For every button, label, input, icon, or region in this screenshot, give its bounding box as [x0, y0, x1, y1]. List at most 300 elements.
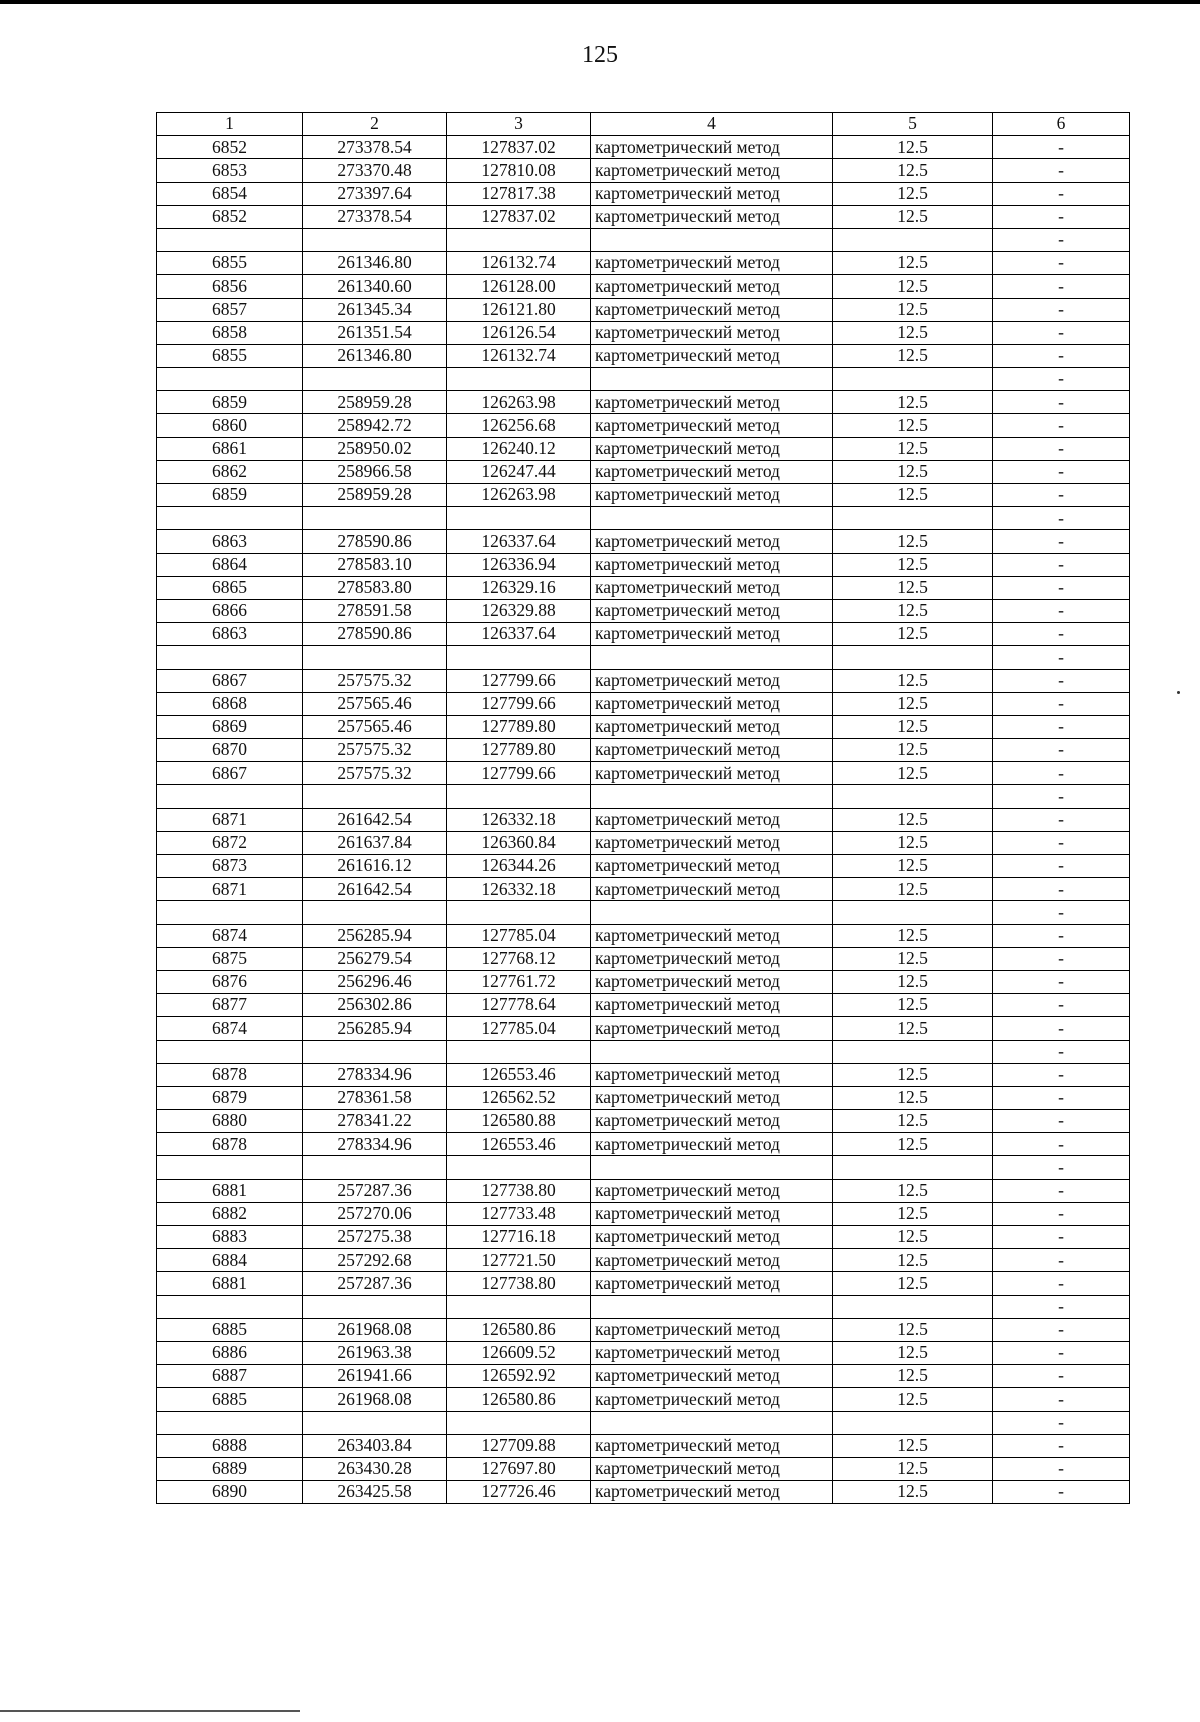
cell-x-coordinate: [303, 1040, 447, 1063]
table-row: [157, 994, 1130, 1017]
cell-method: картометрический метод: [591, 1341, 833, 1364]
cell-x-coordinate: [303, 228, 447, 251]
cell-accuracy: 12.5: [833, 391, 993, 414]
cell-method: картометрический метод: [591, 1063, 833, 1086]
cell-y-coordinate: 127837.02: [447, 136, 591, 159]
table-row: [157, 1318, 1130, 1341]
cell-point-number: 6862: [157, 460, 303, 483]
cell-x-coordinate: 261642.54: [303, 878, 447, 901]
cell-y-coordinate: 126329.16: [447, 576, 591, 599]
cell-note: -: [993, 391, 1130, 414]
cell-method: картометрический метод: [591, 924, 833, 947]
cell-method: картометрический метод: [591, 599, 833, 622]
header-col-3: 3: [447, 113, 591, 136]
cell-note: -: [993, 1202, 1130, 1225]
cell-x-coordinate: 256302.86: [303, 994, 447, 1017]
cell-note: -: [993, 275, 1130, 298]
cell-point-number: 6887: [157, 1365, 303, 1388]
cell-accuracy: 12.5: [833, 1249, 993, 1272]
cell-accuracy: 12.5: [833, 1179, 993, 1202]
cell-y-coordinate: 126240.12: [447, 437, 591, 460]
cell-y-coordinate: 127726.46: [447, 1481, 591, 1504]
cell-y-coordinate: 126592.92: [447, 1365, 591, 1388]
cell-note: -: [993, 646, 1130, 669]
cell-x-coordinate: 258950.02: [303, 437, 447, 460]
cell-y-coordinate: 126553.46: [447, 1063, 591, 1086]
cell-note: -: [993, 1411, 1130, 1434]
table-row: [157, 924, 1130, 947]
cell-y-coordinate: 126121.80: [447, 298, 591, 321]
cell-x-coordinate: 257565.46: [303, 715, 447, 738]
cell-x-coordinate: 258942.72: [303, 414, 447, 437]
cell-point-number: [157, 1040, 303, 1063]
cell-note: -: [993, 205, 1130, 228]
cell-method: картометрический метод: [591, 855, 833, 878]
cell-y-coordinate: 127817.38: [447, 182, 591, 205]
table-row: [157, 252, 1130, 275]
cell-y-coordinate: [447, 646, 591, 669]
cell-method: картометрический метод: [591, 1086, 833, 1109]
cell-note: -: [993, 460, 1130, 483]
table-row: [157, 182, 1130, 205]
cell-y-coordinate: [447, 1156, 591, 1179]
cell-x-coordinate: 257287.36: [303, 1272, 447, 1295]
cell-accuracy: 12.5: [833, 669, 993, 692]
cell-note: -: [993, 1226, 1130, 1249]
table-row: [157, 855, 1130, 878]
cell-y-coordinate: 126344.26: [447, 855, 591, 878]
cell-accuracy: 12.5: [833, 762, 993, 785]
cell-accuracy: 12.5: [833, 692, 993, 715]
cell-point-number: 6884: [157, 1249, 303, 1272]
table-row: [157, 1365, 1130, 1388]
cell-point-number: 6876: [157, 970, 303, 993]
cell-note: -: [993, 344, 1130, 367]
cell-x-coordinate: 273378.54: [303, 205, 447, 228]
cell-point-number: 6871: [157, 808, 303, 831]
cell-x-coordinate: 261616.12: [303, 855, 447, 878]
cell-accuracy: 12.5: [833, 576, 993, 599]
cell-x-coordinate: 263425.58: [303, 1481, 447, 1504]
cell-y-coordinate: 127799.66: [447, 669, 591, 692]
cell-accuracy: 12.5: [833, 1434, 993, 1457]
cell-note: -: [993, 1434, 1130, 1457]
cell-accuracy: 12.5: [833, 1481, 993, 1504]
cell-point-number: [157, 646, 303, 669]
cell-point-number: 6855: [157, 252, 303, 275]
cell-point-number: 6861: [157, 437, 303, 460]
cell-point-number: 6860: [157, 414, 303, 437]
cell-y-coordinate: 126332.18: [447, 878, 591, 901]
cell-method: картометрический метод: [591, 530, 833, 553]
cell-x-coordinate: [303, 646, 447, 669]
cell-accuracy: 12.5: [833, 553, 993, 576]
table-row: [157, 460, 1130, 483]
cell-x-coordinate: 257275.38: [303, 1226, 447, 1249]
cell-point-number: 6881: [157, 1272, 303, 1295]
cell-method: картометрический метод: [591, 1365, 833, 1388]
cell-accuracy: 12.5: [833, 855, 993, 878]
cell-note: -: [993, 1156, 1130, 1179]
cell-point-number: 6883: [157, 1226, 303, 1249]
page-number: 125: [582, 42, 618, 68]
cell-point-number: [157, 785, 303, 808]
cell-x-coordinate: 261346.80: [303, 344, 447, 367]
cell-x-coordinate: 256296.46: [303, 970, 447, 993]
cell-method: картометрический метод: [591, 715, 833, 738]
header-col-5: 5: [833, 113, 993, 136]
cell-point-number: 6853: [157, 159, 303, 182]
cell-point-number: 6863: [157, 623, 303, 646]
table-row: [157, 1388, 1130, 1411]
cell-note: -: [993, 970, 1130, 993]
cell-x-coordinate: 261637.84: [303, 831, 447, 854]
cell-x-coordinate: 273370.48: [303, 159, 447, 182]
cell-point-number: [157, 1411, 303, 1434]
cell-accuracy: 12.5: [833, 1017, 993, 1040]
cell-accuracy: 12.5: [833, 924, 993, 947]
cell-note: -: [993, 785, 1130, 808]
cell-method: картометрический метод: [591, 994, 833, 1017]
cell-point-number: 6873: [157, 855, 303, 878]
table-row: [157, 321, 1130, 344]
cell-method: картометрический метод: [591, 460, 833, 483]
cell-x-coordinate: [303, 1156, 447, 1179]
cell-y-coordinate: 126336.94: [447, 553, 591, 576]
cell-x-coordinate: 261340.60: [303, 275, 447, 298]
cell-accuracy: [833, 1156, 993, 1179]
cell-y-coordinate: 126337.64: [447, 530, 591, 553]
cell-method: [591, 1295, 833, 1318]
cell-accuracy: 12.5: [833, 275, 993, 298]
cell-point-number: 6870: [157, 739, 303, 762]
cell-y-coordinate: 126263.98: [447, 391, 591, 414]
cell-accuracy: 12.5: [833, 1110, 993, 1133]
cell-point-number: [157, 507, 303, 530]
cell-method: картометрический метод: [591, 831, 833, 854]
cell-y-coordinate: 126128.00: [447, 275, 591, 298]
cell-method: картометрический метод: [591, 576, 833, 599]
cell-y-coordinate: 126609.52: [447, 1341, 591, 1364]
cell-x-coordinate: 261941.66: [303, 1365, 447, 1388]
cell-note: -: [993, 1249, 1130, 1272]
cell-point-number: 6852: [157, 136, 303, 159]
cell-point-number: 6872: [157, 831, 303, 854]
cell-y-coordinate: 127785.04: [447, 924, 591, 947]
cell-accuracy: 12.5: [833, 715, 993, 738]
cell-note: -: [993, 1040, 1130, 1063]
cell-note: -: [993, 1272, 1130, 1295]
cell-y-coordinate: 126580.88: [447, 1110, 591, 1133]
cell-x-coordinate: [303, 1411, 447, 1434]
cell-point-number: 6879: [157, 1086, 303, 1109]
cell-note: -: [993, 1063, 1130, 1086]
table-row: [157, 878, 1130, 901]
cell-accuracy: [833, 901, 993, 924]
cell-y-coordinate: [447, 368, 591, 391]
cell-accuracy: 12.5: [833, 182, 993, 205]
cell-note: -: [993, 182, 1130, 205]
cell-point-number: 6886: [157, 1341, 303, 1364]
cell-y-coordinate: 127778.64: [447, 994, 591, 1017]
cell-point-number: 6878: [157, 1133, 303, 1156]
cell-y-coordinate: 126337.64: [447, 623, 591, 646]
cell-note: -: [993, 437, 1130, 460]
cell-point-number: 6856: [157, 275, 303, 298]
cell-point-number: 6874: [157, 1017, 303, 1040]
cell-accuracy: 12.5: [833, 878, 993, 901]
cell-x-coordinate: 278334.96: [303, 1133, 447, 1156]
cell-note: -: [993, 1086, 1130, 1109]
cell-point-number: 6868: [157, 692, 303, 715]
cell-note: -: [993, 669, 1130, 692]
cell-method: картометрический метод: [591, 1249, 833, 1272]
cell-y-coordinate: 127789.80: [447, 715, 591, 738]
cell-x-coordinate: 256285.94: [303, 924, 447, 947]
cell-point-number: 6890: [157, 1481, 303, 1504]
cell-x-coordinate: 258959.28: [303, 484, 447, 507]
cell-note: -: [993, 715, 1130, 738]
bottom-rule: [0, 1710, 300, 1712]
cell-method: [591, 901, 833, 924]
table-row: [157, 739, 1130, 762]
cell-x-coordinate: [303, 785, 447, 808]
cell-x-coordinate: 278583.10: [303, 553, 447, 576]
cell-note: -: [993, 994, 1130, 1017]
cell-accuracy: 12.5: [833, 437, 993, 460]
cell-x-coordinate: 263430.28: [303, 1457, 447, 1480]
cell-note: -: [993, 414, 1130, 437]
cell-accuracy: 12.5: [833, 1272, 993, 1295]
cell-note: -: [993, 1017, 1130, 1040]
cell-y-coordinate: 127733.48: [447, 1202, 591, 1225]
cell-x-coordinate: 261963.38: [303, 1341, 447, 1364]
table-row: [157, 159, 1130, 182]
table-row: [157, 553, 1130, 576]
cell-accuracy: 12.5: [833, 1063, 993, 1086]
cell-x-coordinate: 257270.06: [303, 1202, 447, 1225]
cell-note: -: [993, 1341, 1130, 1364]
cell-method: [591, 507, 833, 530]
cell-note: -: [993, 507, 1130, 530]
cell-method: картометрический метод: [591, 1434, 833, 1457]
cell-point-number: 6857: [157, 298, 303, 321]
cell-accuracy: [833, 785, 993, 808]
cell-accuracy: 12.5: [833, 414, 993, 437]
cell-x-coordinate: 257575.32: [303, 762, 447, 785]
cell-y-coordinate: [447, 507, 591, 530]
cell-y-coordinate: 127721.50: [447, 1249, 591, 1272]
cell-x-coordinate: 257565.46: [303, 692, 447, 715]
cell-accuracy: 12.5: [833, 1226, 993, 1249]
table-row: [157, 1156, 1130, 1179]
table-row: [157, 785, 1130, 808]
cell-x-coordinate: 278341.22: [303, 1110, 447, 1133]
cell-accuracy: 12.5: [833, 739, 993, 762]
cell-x-coordinate: 278361.58: [303, 1086, 447, 1109]
cell-note: -: [993, 924, 1130, 947]
cell-x-coordinate: 278590.86: [303, 530, 447, 553]
cell-point-number: 6858: [157, 321, 303, 344]
cell-x-coordinate: 273397.64: [303, 182, 447, 205]
cell-note: -: [993, 878, 1130, 901]
cell-y-coordinate: 126580.86: [447, 1388, 591, 1411]
header-col-6: 6: [993, 113, 1130, 136]
table-row: [157, 1179, 1130, 1202]
cell-x-coordinate: 261346.80: [303, 252, 447, 275]
cell-method: картометрический метод: [591, 669, 833, 692]
cell-method: картометрический метод: [591, 692, 833, 715]
cell-note: -: [993, 553, 1130, 576]
cell-x-coordinate: 256279.54: [303, 947, 447, 970]
cell-point-number: [157, 228, 303, 251]
cell-y-coordinate: 126126.54: [447, 321, 591, 344]
cell-point-number: 6865: [157, 576, 303, 599]
cell-point-number: 6859: [157, 391, 303, 414]
cell-x-coordinate: 257287.36: [303, 1179, 447, 1202]
cell-method: [591, 646, 833, 669]
table-header: [157, 113, 1130, 136]
cell-point-number: 6866: [157, 599, 303, 622]
table-row: [157, 576, 1130, 599]
cell-method: картометрический метод: [591, 762, 833, 785]
table-row: [157, 831, 1130, 854]
cell-accuracy: 12.5: [833, 298, 993, 321]
cell-point-number: [157, 1295, 303, 1318]
cell-x-coordinate: [303, 901, 447, 924]
cell-method: картометрический метод: [591, 947, 833, 970]
table-row: [157, 1202, 1130, 1225]
cell-point-number: 6881: [157, 1179, 303, 1202]
table-row: [157, 1017, 1130, 1040]
cell-point-number: 6863: [157, 530, 303, 553]
cell-method: картометрический метод: [591, 414, 833, 437]
table-row: [157, 970, 1130, 993]
cell-note: -: [993, 808, 1130, 831]
cell-method: картометрический метод: [591, 1110, 833, 1133]
table-row: [157, 1295, 1130, 1318]
cell-method: [591, 1411, 833, 1434]
cell-x-coordinate: 261642.54: [303, 808, 447, 831]
cell-note: -: [993, 1110, 1130, 1133]
cell-y-coordinate: 126247.44: [447, 460, 591, 483]
cell-accuracy: 12.5: [833, 1388, 993, 1411]
cell-method: картометрический метод: [591, 739, 833, 762]
cell-method: [591, 1040, 833, 1063]
cell-point-number: 6871: [157, 878, 303, 901]
table-row: [157, 530, 1130, 553]
cell-accuracy: 12.5: [833, 808, 993, 831]
cell-method: картометрический метод: [591, 391, 833, 414]
cell-x-coordinate: 261351.54: [303, 321, 447, 344]
cell-point-number: 6882: [157, 1202, 303, 1225]
cell-x-coordinate: 256285.94: [303, 1017, 447, 1040]
cell-accuracy: 12.5: [833, 205, 993, 228]
cell-y-coordinate: 127799.66: [447, 762, 591, 785]
cell-point-number: 6869: [157, 715, 303, 738]
cell-accuracy: [833, 646, 993, 669]
cell-note: -: [993, 321, 1130, 344]
cell-method: картометрический метод: [591, 1202, 833, 1225]
cell-accuracy: 12.5: [833, 159, 993, 182]
table-row: [157, 1434, 1130, 1457]
cell-method: [591, 228, 833, 251]
cell-method: картометрический метод: [591, 298, 833, 321]
table-row: [157, 808, 1130, 831]
cell-accuracy: 12.5: [833, 970, 993, 993]
cell-method: картометрический метод: [591, 205, 833, 228]
cell-x-coordinate: [303, 368, 447, 391]
table-row: [157, 136, 1130, 159]
cell-method: картометрический метод: [591, 344, 833, 367]
table-row: [157, 205, 1130, 228]
cell-point-number: 6867: [157, 669, 303, 692]
cell-point-number: [157, 901, 303, 924]
cell-point-number: 6855: [157, 344, 303, 367]
coordinates-table: [156, 112, 1130, 1504]
cell-y-coordinate: 126256.68: [447, 414, 591, 437]
cell-y-coordinate: 127799.66: [447, 692, 591, 715]
cell-y-coordinate: 127738.80: [447, 1179, 591, 1202]
cell-y-coordinate: 127789.80: [447, 739, 591, 762]
table-row: [157, 1063, 1130, 1086]
table-row: [157, 1457, 1130, 1480]
cell-point-number: 6854: [157, 182, 303, 205]
cell-accuracy: 12.5: [833, 623, 993, 646]
cell-note: -: [993, 1318, 1130, 1341]
cell-point-number: 6878: [157, 1063, 303, 1086]
cell-accuracy: [833, 1411, 993, 1434]
cell-point-number: 6874: [157, 924, 303, 947]
table-row: [157, 1481, 1130, 1504]
cell-y-coordinate: 126562.52: [447, 1086, 591, 1109]
cell-method: картометрический метод: [591, 484, 833, 507]
table-body: [157, 136, 1130, 1504]
cell-note: -: [993, 762, 1130, 785]
cell-point-number: [157, 1156, 303, 1179]
cell-y-coordinate: [447, 228, 591, 251]
cell-accuracy: 12.5: [833, 1341, 993, 1364]
cell-method: картометрический метод: [591, 321, 833, 344]
cell-accuracy: [833, 1040, 993, 1063]
cell-method: картометрический метод: [591, 553, 833, 576]
cell-note: -: [993, 1481, 1130, 1504]
table-row: [157, 669, 1130, 692]
cell-accuracy: 12.5: [833, 136, 993, 159]
cell-x-coordinate: [303, 1295, 447, 1318]
cell-y-coordinate: [447, 1411, 591, 1434]
cell-y-coordinate: 127761.72: [447, 970, 591, 993]
cell-note: -: [993, 855, 1130, 878]
cell-point-number: 6880: [157, 1110, 303, 1133]
cell-x-coordinate: 273378.54: [303, 136, 447, 159]
cell-method: картометрический метод: [591, 182, 833, 205]
cell-y-coordinate: 127785.04: [447, 1017, 591, 1040]
cell-note: -: [993, 228, 1130, 251]
cell-accuracy: 12.5: [833, 252, 993, 275]
table-row: [157, 391, 1130, 414]
cell-accuracy: 12.5: [833, 530, 993, 553]
cell-accuracy: 12.5: [833, 484, 993, 507]
cell-x-coordinate: 261345.34: [303, 298, 447, 321]
cell-accuracy: 12.5: [833, 1318, 993, 1341]
cell-y-coordinate: 127716.18: [447, 1226, 591, 1249]
cell-accuracy: 12.5: [833, 1365, 993, 1388]
cell-x-coordinate: 278591.58: [303, 599, 447, 622]
cell-note: -: [993, 901, 1130, 924]
cell-note: -: [993, 599, 1130, 622]
table-header-row: [157, 113, 1130, 136]
